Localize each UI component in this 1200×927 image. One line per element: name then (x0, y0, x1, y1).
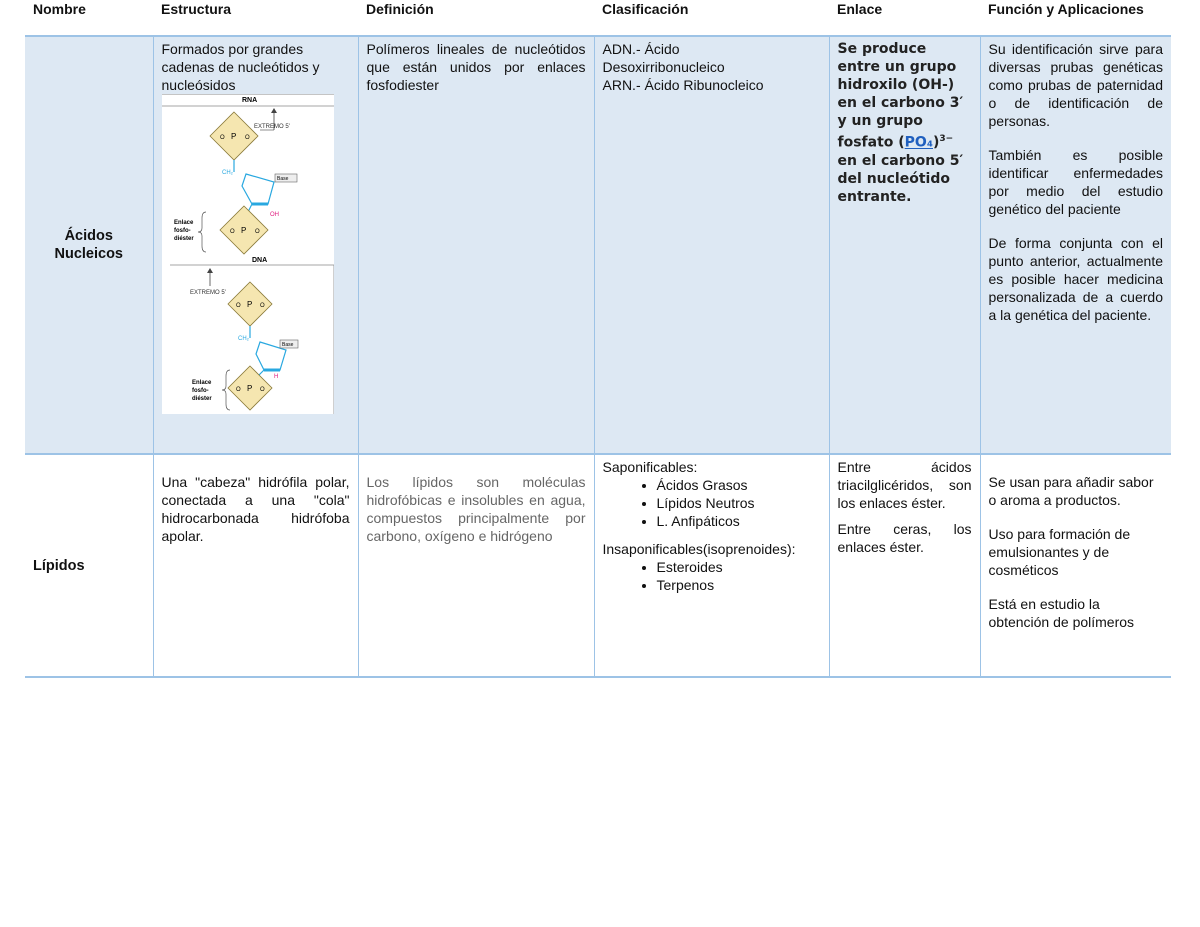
lipidos-clasificacion-cell (594, 454, 829, 677)
list-item: • Ácidos Grasos (657, 476, 821, 494)
svg-text:CH₂: CH₂ (221, 170, 233, 176)
header-row (25, 0, 1171, 36)
row-acidos-nucleicos (25, 36, 1171, 454)
svg-text:OH: OH (269, 212, 279, 218)
lipidos-funcion-cell (980, 454, 1171, 677)
dna-title: DNA (251, 257, 267, 264)
row-lipidos (25, 454, 1171, 677)
lipidos-definicion: Los lípidos son moléculas hidrofóbicas e insolubles en agua, compuestos principalmente por carbono, oxígeno e hidrógeno (358, 454, 594, 677)
rna-end-label: EXTREMO 5' (253, 124, 290, 130)
nucleic-acid-diagram (162, 94, 334, 414)
svg-text:O: O (229, 229, 235, 235)
header-definicion: Definición (358, 0, 594, 36)
list-item: • Esteroides (657, 558, 821, 576)
lipidos-funcion-3: Está en estudio la obtención de polímeros (988, 596, 1135, 630)
insaponificables-list (603, 558, 821, 594)
svg-text:Base: Base (276, 176, 288, 182)
lipidos-enlace-2: Entre ceras, los enlaces éster. (837, 521, 972, 555)
lipidos-funcion-2: Uso para formación de emulsionantes y de cosméticos (988, 526, 1131, 578)
saponificables-title: Saponificables: (602, 459, 698, 475)
acidos-funcion-1: Su identificación sirve para diversas prubas genéticas como prubas de paternidad o de identificación de personas. (988, 41, 1163, 129)
charge-superscript: 3− (939, 134, 954, 144)
svg-text:diéster: diéster (191, 396, 212, 402)
acidos-enlace-text-2: en el carbono 5′ del nucleótido entrante. (837, 152, 964, 205)
svg-text:O: O (244, 135, 250, 141)
acidos-definicion: Polímeros lineales de nucleótidos que están unidos por enlaces fosfodiester (358, 36, 594, 454)
svg-text:O: O (259, 303, 265, 309)
header-estructura: Estructura (153, 0, 358, 36)
lipidos-funcion-1: Se usan para añadir sabor o aroma a productos. (988, 474, 1154, 508)
phosphate-link[interactable]: PO₄ (904, 134, 933, 151)
lipidos-name: Lípidos (25, 454, 153, 677)
svg-text:P: P (240, 226, 246, 235)
svg-text:O: O (235, 303, 241, 309)
header-funcion: Función y Aplicaciones (980, 0, 1171, 36)
svg-text:H: H (273, 374, 278, 380)
lipidos-enlace-1: Entre ácidos triacilglicéridos, son los enlaces éster. (837, 459, 972, 511)
lipidos-estructura: Una "cabeza" hidrófila polar, conectada a una "cola" hidrocarbonada hidrófoba apolar. (153, 454, 358, 677)
svg-text:Enlace: Enlace (191, 380, 211, 386)
acidos-enlace-close: ) (932, 134, 940, 151)
list-item: • Terpenos (657, 576, 821, 594)
lipidos-enlace-cell (829, 454, 980, 677)
insaponificables-title: Insaponificables(isoprenoides): (602, 541, 796, 557)
header-enlace: Enlace (829, 0, 980, 36)
svg-text:O: O (254, 229, 260, 235)
acidos-funcion-2: También es posible identificar enfermedades por medio del estudio genético del paciente (988, 147, 1163, 217)
svg-text:diéster: diéster (173, 236, 194, 242)
svg-text:O: O (259, 387, 265, 393)
list-item: • L. Anfipáticos (657, 512, 821, 530)
acidos-clasificacion-line-1: ADN.- Ácido (602, 41, 680, 57)
svg-text:O: O (235, 387, 241, 393)
acidos-name: Ácidos Nucleicos (25, 36, 153, 454)
acidos-estructura-text: Formados por grandes cadenas de nucleótidos y nucleósidos (161, 41, 320, 93)
rna-title: RNA (241, 97, 257, 104)
svg-text:O: O (219, 135, 225, 141)
acidos-clasificacion-line-3: ARN.- Ácido Ribunocleico (602, 77, 764, 93)
dna-end-label: EXTREMO 5' (189, 290, 226, 296)
acidos-funcion-cell (980, 36, 1171, 454)
svg-text:P: P (246, 300, 252, 309)
acidos-clasificacion-cell (594, 36, 829, 454)
svg-text:P: P (246, 384, 252, 393)
acidos-enlace-cell (829, 36, 980, 454)
header-clasificacion: Clasificación (594, 0, 829, 36)
biomolecule-table (25, 0, 1171, 678)
acidos-enlace-text: Se produce entre un grupo hidroxilo (OH-) en el carbono 3′ y un grupo fosfato ( (837, 41, 964, 151)
acidos-estructura-cell (153, 36, 358, 454)
header-nombre: Nombre (25, 0, 153, 36)
svg-text:CH₂: CH₂ (237, 336, 249, 342)
svg-text:fosfo-: fosfo- (191, 388, 209, 394)
svg-text:P: P (230, 132, 236, 141)
list-item: • Lípidos Neutros (657, 494, 821, 512)
saponificables-list (603, 476, 821, 530)
acidos-clasificacion-line-2: Desoxirribonucleico (602, 59, 725, 75)
svg-text:Base: Base (281, 342, 293, 348)
svg-text:fosfo-: fosfo- (173, 228, 191, 234)
acidos-funcion-3: De forma conjunta con el punto anterior, actualmente es posible hacer medicina personalizada de a cuerdo a la genética del paciente. (988, 235, 1163, 323)
svg-text:Enlace: Enlace (173, 220, 193, 226)
